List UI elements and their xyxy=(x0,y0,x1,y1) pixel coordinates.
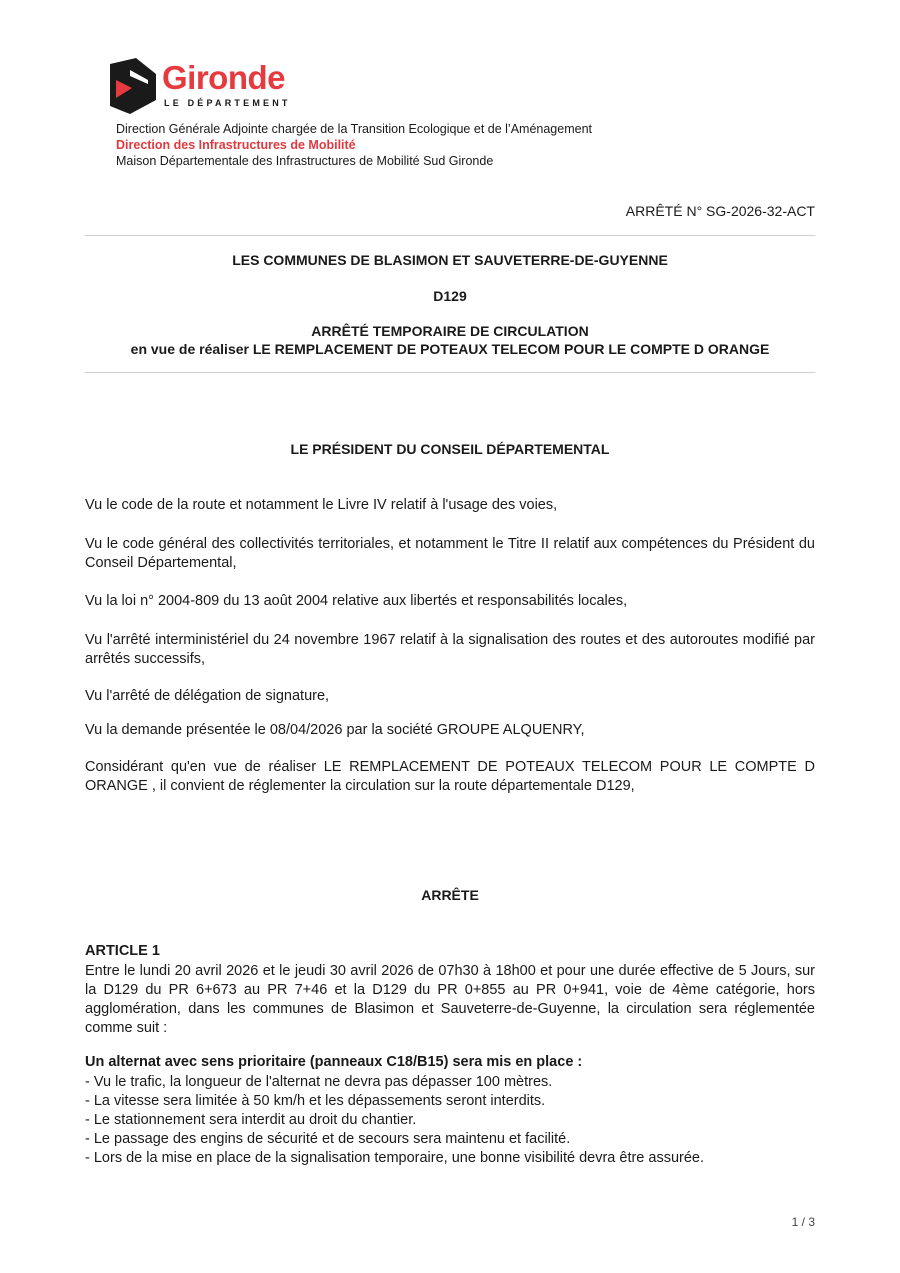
gironde-logo xyxy=(104,58,324,114)
gironde-logo-icon xyxy=(104,58,156,114)
logo-subtitle: LE DÉPARTEMENT xyxy=(164,98,291,108)
road-heading: D129 xyxy=(433,288,467,304)
direction-line-2: Direction des Infrastructures de Mobilité xyxy=(116,138,356,152)
decision-heading: ARRÊTE xyxy=(421,887,479,903)
visa-paragraph: Vu le code général des collectivités territoriales, et notamment le Titre II relatif aux compétences du Président du Conseil Départemental, xyxy=(85,536,815,571)
direction-line-1: Direction Générale Adjointe chargée de la Transition Ecologique et de l’Aménagement xyxy=(116,122,592,136)
divider-top xyxy=(85,235,815,236)
list-item: - Le passage des engins de sécurité et de secours sera maintenu et facilité. xyxy=(85,1131,571,1147)
arrete-number: ARRÊTÉ N° SG-2026-32-ACT xyxy=(625,203,815,219)
measure-title: Un alternat avec sens prioritaire (panneaux C18/B15) sera mis en place : xyxy=(85,1054,583,1070)
list-item: - Le stationnement sera interdit au droit du chantier. xyxy=(85,1112,417,1128)
measures-list xyxy=(85,1073,815,1168)
communes-heading: LES COMMUNES DE BLASIMON ET SAUVETERRE-DE-GUYENNE xyxy=(232,252,668,268)
issuing-direction xyxy=(116,121,592,169)
article-title: ARTICLE 1 xyxy=(85,943,160,959)
direction-line-3: Maison Départementale des Infrastructures de Mobilité Sud Gironde xyxy=(116,154,494,168)
divider-bottom xyxy=(85,372,815,373)
visa-paragraph: Vu le code de la route et notamment le Livre IV relatif à l'usage des voies, xyxy=(85,497,558,513)
arrete-purpose-heading: en vue de réaliser LE REMPLACEMENT DE POTEAUX TELECOM POUR LE COMPTE D ORANGE xyxy=(130,341,770,357)
page-indicator: 1 / 3 xyxy=(791,1215,815,1229)
authority-heading: LE PRÉSIDENT DU CONSEIL DÉPARTEMENTAL xyxy=(290,441,610,457)
considerant-paragraph: Considérant qu'en vue de réaliser LE REMPLACEMENT DE POTEAUX TELECOM POUR LE COMPTE D ORANGE , il convient de réglementer la circulation sur la route départementale D129, xyxy=(85,759,815,794)
visa-paragraph: Vu l'arrêté de délégation de signature, xyxy=(85,688,330,704)
list-item: - Lors de la mise en place de la signalisation temporaire, une bonne visibilité devra être assurée. xyxy=(85,1150,705,1166)
visa-paragraph: Vu la loi n° 2004-809 du 13 août 2004 relative aux libertés et responsabilités locales, xyxy=(85,593,628,609)
arrete-type-heading: ARRÊTÉ TEMPORAIRE DE CIRCULATION xyxy=(311,323,589,339)
visa-paragraph: Vu l'arrêté interministériel du 24 novembre 1967 relatif à la signalisation des routes et des autoroutes modifié par arrêtés successifs, xyxy=(85,632,815,667)
list-item: - La vitesse sera limitée à 50 km/h et les dépassements seront interdits. xyxy=(85,1093,546,1109)
article-body: Entre le lundi 20 avril 2026 et le jeudi 30 avril 2026 de 07h30 à 18h00 et pour une durée effective de 5 Jours, sur la D129 du PR 6+673 au PR 7+46 et la D129 du PR 0+855 au PR 0+941, voie de 4ème catégorie, hors agglomération, dans les communes de Blasimon et Sauveterre-de-Guyenne, la circulation sera réglementée comme suit : xyxy=(85,963,815,1036)
logo-name: Gironde xyxy=(162,59,286,96)
visa-paragraph: Vu la demande présentée le 08/04/2026 par la société GROUPE ALQUENRY, xyxy=(85,722,585,738)
list-item: - Vu le trafic, la longueur de l'alternat ne devra pas dépasser 100 mètres. xyxy=(85,1074,553,1090)
